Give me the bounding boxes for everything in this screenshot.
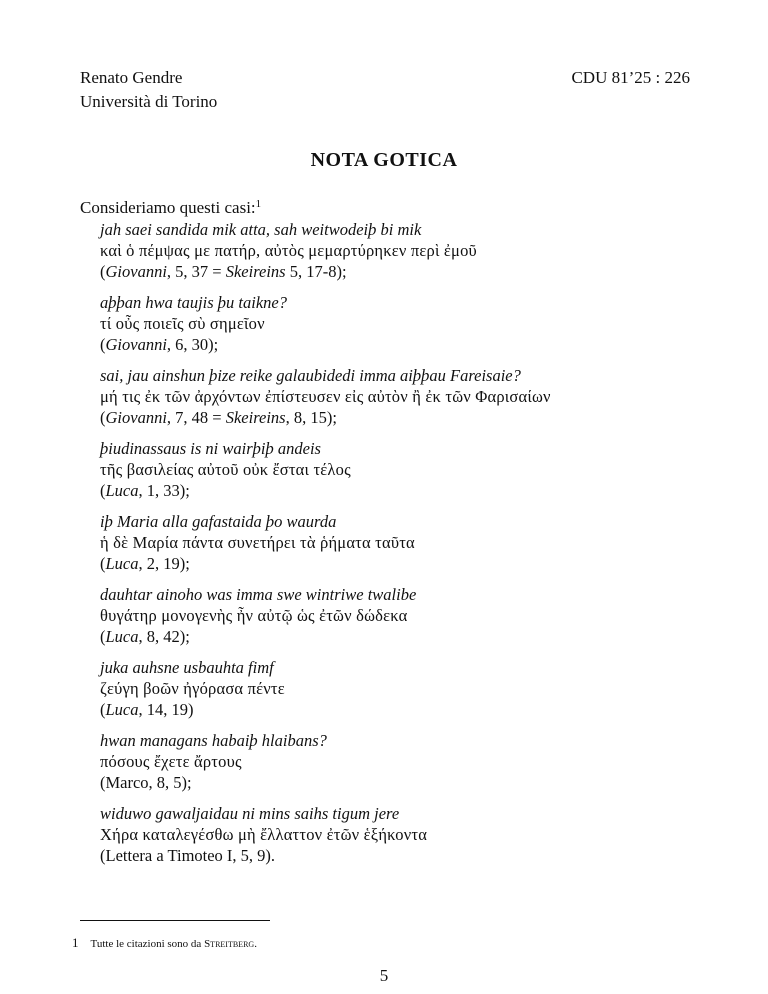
examples-list <box>100 219 720 876</box>
cdu-classification: CDU 81’25 : 226 <box>571 68 690 87</box>
citation: (Luca, 14, 19) <box>100 700 194 719</box>
article-title: NOTA GOTICA <box>310 149 458 171</box>
gothic-text: jah saei sandida mik atta, sah weitwodeiþ bi mik <box>100 220 422 239</box>
greek-text: τί οὖς ποιεῖς σὺ σημεῖον <box>100 314 265 333</box>
example-block <box>100 511 720 574</box>
footnote-source: Streitberg <box>204 938 255 950</box>
citation-locator: , 8, 42); <box>138 627 190 646</box>
gothic-text: aþþan hwa taujis þu taikne? <box>100 293 287 312</box>
citation-locator: , 6, 30); <box>166 335 219 354</box>
footnote <box>72 936 257 951</box>
citation-locator: , 5, 37 = <box>166 262 226 281</box>
author-affiliation: Università di Torino <box>80 92 218 111</box>
gothic-text: widuwo gawaljaidau ni mins saihs tigum jere <box>100 804 400 823</box>
greek-text: Χήρα καταλεγέσθω μὴ ἔλλαττον ἐτῶν ἑξήκοντα <box>100 825 428 844</box>
footnote-end: . <box>254 938 257 950</box>
intro-text: Consideriamo questi casi: <box>80 198 256 217</box>
citation: (Marco, 8, 5); <box>100 773 192 792</box>
greek-text: τῆς βασιλείας αὐτοῦ οὐκ ἔσται τέλος <box>100 460 351 479</box>
intro-paragraph <box>80 192 261 220</box>
gothic-text: juka auhsne usbauhta fimf <box>100 658 274 677</box>
greek-text: ζεύγη βοῶν ἠγόρασα πέντε <box>100 679 285 698</box>
citation-locator: , 1, 33); <box>138 481 190 500</box>
gothic-text: hwan managans habaiþ hlaibans? <box>100 731 327 750</box>
greek-text: μή τις ἐκ τῶν ἀρχόντων ἐπίστευσεν εἰς αὐτὸν ἢ ἐκ τῶν Φαρισαίων <box>100 387 551 406</box>
footnote-text: Tutte le citazioni sono da <box>90 938 205 950</box>
citation-title: Luca <box>105 627 139 646</box>
citation-locator: , 14, 19) <box>138 700 194 719</box>
citation-title-secondary: Skeireins <box>225 408 286 427</box>
citation-title-secondary: Skeireins <box>225 262 286 281</box>
citation-title: Luca <box>105 700 139 719</box>
example-block <box>100 219 720 282</box>
example-block <box>100 292 720 355</box>
gothic-text: iþ Maria alla gafastaida þo waurda <box>100 512 337 531</box>
citation-locator-secondary: , 8, 15); <box>285 408 337 427</box>
greek-text: πόσους ἔχετε ἄρτους <box>100 752 242 771</box>
example-block <box>100 803 720 866</box>
example-block <box>100 584 720 647</box>
gothic-text: þiudinassaus is ni wairþiþ andeis <box>100 439 321 458</box>
citation: (Giovanni, 6, 30); <box>100 335 219 354</box>
page-number: 5 <box>379 966 389 985</box>
citation-locator-secondary: 5, 17-8); <box>285 262 347 281</box>
citation: (Giovanni, 7, 48 = Skeireins, 8, 15); <box>100 408 337 427</box>
example-block <box>100 730 720 793</box>
example-block <box>100 438 720 501</box>
gothic-text: sai, jau ainshun þize reike galaubidedi imma aiþþau Fareisaie? <box>100 366 521 385</box>
example-block <box>100 365 720 428</box>
citation: (Giovanni, 5, 37 = Skeireins 5, 17-8); <box>100 262 347 281</box>
citation-title: Giovanni <box>105 262 167 281</box>
citation-title: Luca <box>105 554 139 573</box>
citation-title: Luca <box>105 481 139 500</box>
greek-text: ἡ δὲ Μαρία πάντα συνετήρει τὰ ῥήματα ταῦτα <box>100 533 415 552</box>
footnote-mark: 1 <box>72 935 79 950</box>
citation-locator: , 2, 19); <box>138 554 190 573</box>
citation-title: Giovanni <box>105 408 167 427</box>
example-block <box>100 657 720 720</box>
header-left <box>80 66 217 114</box>
greek-text: θυγάτηρ μονογενὴς ἦν αὐτῷ ὡς ἐτῶν δώδεκα <box>100 606 408 625</box>
citation-title: Giovanni <box>105 335 167 354</box>
gothic-text: dauhtar ainoho was imma swe wintriwe twalibe <box>100 585 417 604</box>
greek-text: καὶ ὁ πέμψας με πατήρ, αὐτὸς μεμαρτύρηκεν περὶ ἐμοῦ <box>100 241 477 260</box>
citation: (Lettera a Timoteo I, 5, 9). <box>100 846 276 865</box>
footnote-divider <box>80 920 270 921</box>
citation: (Luca, 1, 33); <box>100 481 190 500</box>
citation: (Luca, 8, 42); <box>100 627 190 646</box>
footnote-reference: 1 <box>255 198 262 210</box>
author-name: Renato Gendre <box>80 68 183 87</box>
citation: (Luca, 2, 19); <box>100 554 190 573</box>
citation-locator: , 7, 48 = <box>166 408 226 427</box>
